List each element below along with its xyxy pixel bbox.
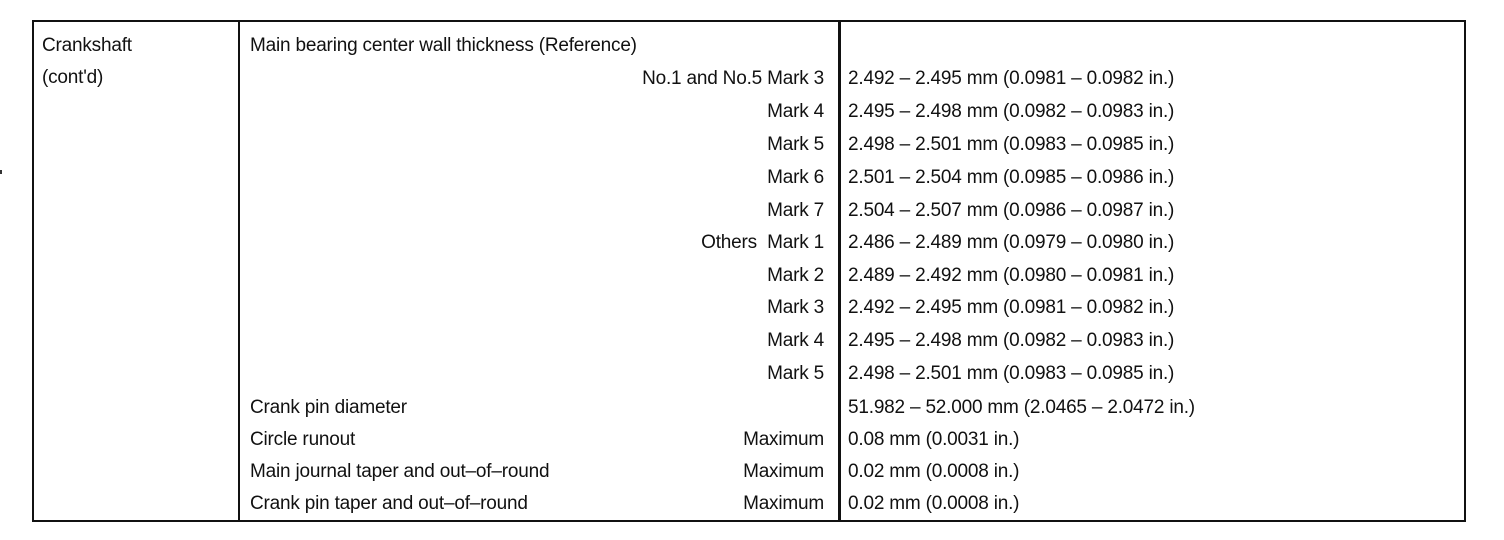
- mark-label: Mark 7: [767, 200, 824, 221]
- thickness-value: 2.492 – 2.495 mm (0.0981 – 0.0982 in.): [848, 68, 1175, 89]
- mark-label: Mark 3: [767, 297, 824, 318]
- thickness-value: 2.498 – 2.501 mm (0.0983 – 0.0985 in.): [848, 134, 1175, 155]
- spec-qualifier: Maximum: [743, 429, 824, 450]
- spec-value: 0.02 mm (0.0008 in.): [848, 493, 1020, 514]
- mark-label: Mark 4: [767, 101, 824, 122]
- thickness-value: 2.492 – 2.495 mm (0.0981 – 0.0982 in.): [848, 297, 1175, 318]
- thickness-value: 2.486 – 2.489 mm (0.0979 – 0.0980 in.): [848, 232, 1175, 253]
- category-label-cont: (cont'd): [42, 67, 104, 88]
- category-label: Crankshaft: [42, 35, 132, 56]
- spec-item-label: Crank pin diameter: [250, 397, 407, 418]
- mark-label: Others Mark 1: [701, 232, 824, 253]
- spec-item-label: Circle runout: [250, 429, 356, 450]
- mark-label: Mark 5: [767, 134, 824, 155]
- spec-qualifier: Maximum: [743, 493, 824, 514]
- mark-label: Mark 6: [767, 167, 824, 188]
- main-bearing-heading: Main bearing center wall thickness (Reference): [250, 35, 637, 56]
- margin-mark: [0, 170, 2, 174]
- spec-value: 51.982 – 52.000 mm (2.0465 – 2.0472 in.): [848, 397, 1195, 418]
- mark-label: Mark 4: [767, 330, 824, 351]
- spec-value: 0.02 mm (0.0008 in.): [848, 461, 1020, 482]
- mark-label: No.1 and No.5 Mark 3: [642, 68, 824, 89]
- spec-item-label: Main journal taper and out–of–round: [250, 461, 550, 482]
- thickness-value: 2.489 – 2.492 mm (0.0980 – 0.0981 in.): [848, 265, 1175, 286]
- spec-value: 0.08 mm (0.0031 in.): [848, 429, 1020, 450]
- mark-label: Mark 2: [767, 265, 824, 286]
- thickness-value: 2.501 – 2.504 mm (0.0985 – 0.0986 in.): [848, 167, 1175, 188]
- thickness-value: 2.504 – 2.507 mm (0.0986 – 0.0987 in.): [848, 200, 1175, 221]
- spec-item-label: Crank pin taper and out–of–round: [250, 493, 528, 514]
- column-divider: [238, 22, 240, 520]
- mark-label: Mark 5: [767, 363, 824, 384]
- thickness-value: 2.495 – 2.498 mm (0.0982 – 0.0983 in.): [848, 330, 1175, 351]
- thickness-value: 2.498 – 2.501 mm (0.0983 – 0.0985 in.): [848, 363, 1175, 384]
- spec-qualifier: Maximum: [743, 461, 824, 482]
- spec-table: [32, 20, 1466, 522]
- thickness-value: 2.495 – 2.498 mm (0.0982 – 0.0983 in.): [848, 101, 1175, 122]
- column-divider: [838, 22, 841, 520]
